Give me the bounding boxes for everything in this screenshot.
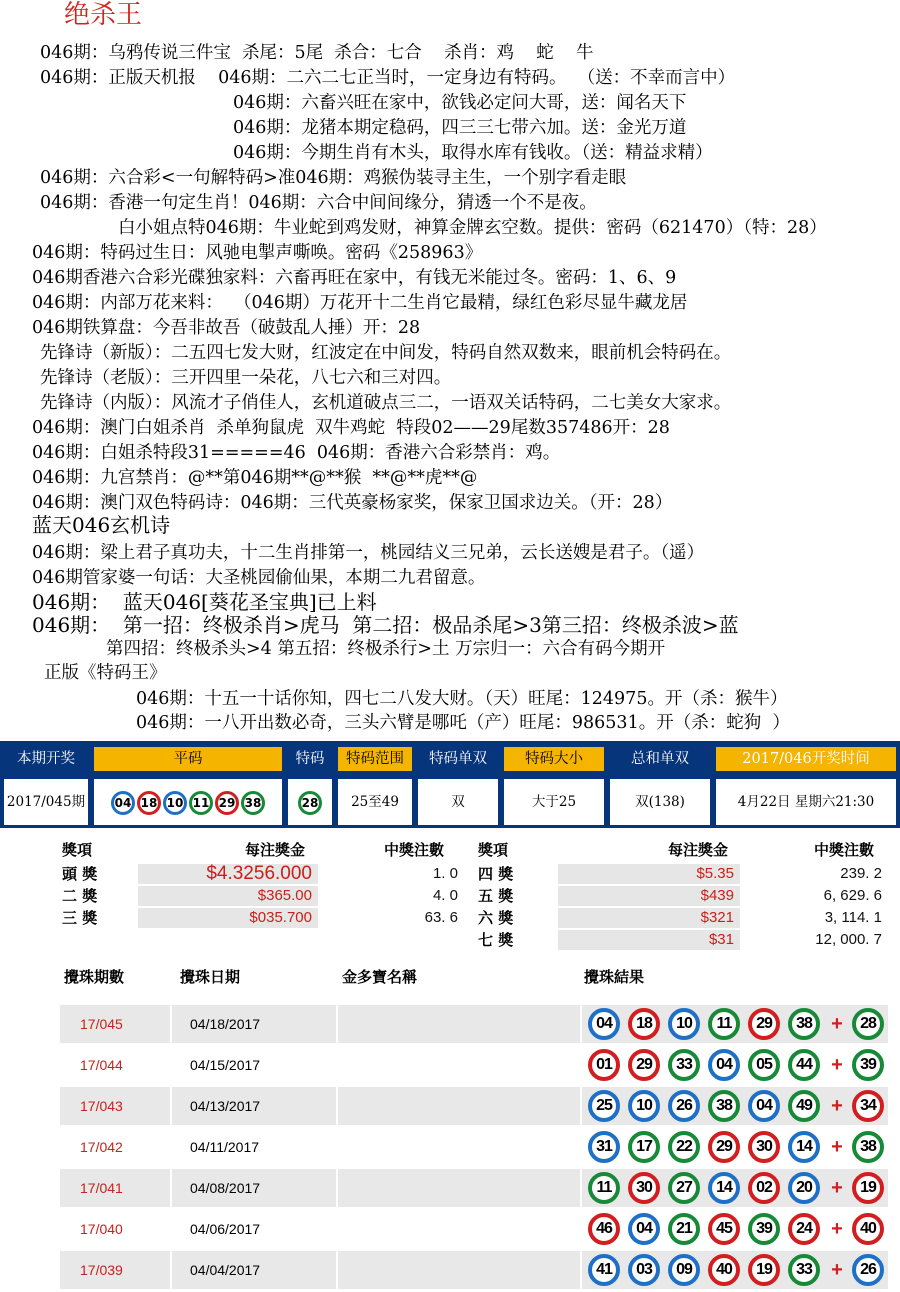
- prize-row: [0, 863, 900, 885]
- prize-count: 239. 2: [840, 865, 882, 882]
- text-line: 046期铁算盘：今吾非故吾（破鼓乱人捶）开：28: [32, 318, 421, 338]
- prize-header-amount-left: 每注獎金: [245, 841, 306, 859]
- prize-count: 63. 6: [424, 909, 458, 926]
- results-header-date: 攪珠日期: [180, 968, 241, 986]
- prize-count: 1. 0: [432, 865, 458, 882]
- draw-date-cell: 04/08/2017: [190, 1180, 261, 1196]
- column-divider: [336, 1087, 338, 1125]
- text-line: 先锋诗（老版）：三开四里一朵花，八七六和三对四。: [40, 368, 452, 388]
- number-ball: 14: [708, 1172, 740, 1204]
- prize-header-count-right: 中獎注數: [814, 841, 875, 859]
- prize-row: [0, 929, 900, 951]
- header-regular-numbers: 平码: [94, 747, 282, 771]
- number-ball: 11: [189, 791, 213, 815]
- plus-sign: +: [831, 1013, 843, 1035]
- header-current-draw: 本期开奖: [17, 751, 75, 767]
- prize-name: 五 獎: [478, 887, 514, 905]
- prize-name: 七 獎: [478, 931, 514, 949]
- column-divider: [170, 1210, 172, 1248]
- results-table: [0, 960, 900, 1292]
- column-divider: [336, 1251, 338, 1289]
- text-line: 046期：今期生肖有木头，取得水库有钱收。（送：精益求精）: [233, 143, 713, 163]
- draw-date-cell: 04/06/2017: [190, 1221, 261, 1237]
- draw-period-cell: 17/044: [80, 1057, 123, 1073]
- text-line: 046期： 蓝天046[葵花圣宝典]已上料: [32, 590, 377, 614]
- number-ball: 18: [137, 791, 161, 815]
- draw-header-row: [0, 741, 900, 775]
- prize-count: 3, 114. 1: [824, 909, 882, 926]
- draw-period-cell: 17/043: [80, 1098, 123, 1114]
- results-header-period: 攪珠期數: [64, 968, 125, 986]
- text-line: 先锋诗（内版）：风流才子俏佳人，玄机道破点三二，一语双关话特码，二七美女大家求。: [40, 393, 732, 413]
- draw-info-table: [0, 741, 900, 828]
- column-divider: [580, 1169, 582, 1207]
- number-ball: 29: [748, 1008, 780, 1040]
- plus-sign: +: [831, 1218, 843, 1240]
- prize-amount: $035.700: [249, 909, 312, 926]
- draw-date-cell: 04/04/2017: [190, 1262, 261, 1278]
- table-row: [60, 1087, 888, 1125]
- text-line: 046期：九宫禁肖：@**第046期**@**猴 **@**虎**@: [32, 468, 478, 488]
- number-ball: 05: [748, 1049, 780, 1081]
- special-ball: 28: [298, 791, 322, 815]
- text-line: 蓝天046玄机诗: [32, 513, 171, 537]
- prize-name: 頭 獎: [62, 865, 98, 883]
- special-range-value: 25至49: [338, 779, 412, 825]
- number-ball: 04: [588, 1008, 620, 1040]
- prize-amount: $31: [708, 931, 734, 948]
- column-divider: [170, 1046, 172, 1084]
- prize-row: [0, 907, 900, 929]
- special-ball: 39: [852, 1049, 884, 1081]
- text-line: 046期：内部万花来料： （046期）万花开十二生肖它最精，绿红色彩尽显牛藏龙居: [32, 293, 688, 313]
- text-line: 046期：一八开出数必奇，三头六臂是哪吒（产）旺尾：986531。开（杀：蛇狗 ）: [136, 713, 790, 733]
- prize-name: 三 獎: [62, 909, 98, 927]
- draw-date-cell: 04/11/2017: [190, 1139, 260, 1155]
- table-row: [60, 1128, 888, 1166]
- table-row: [60, 1005, 888, 1043]
- plus-sign: +: [831, 1259, 843, 1281]
- plus-sign: +: [831, 1095, 843, 1117]
- regular-number-balls: [94, 779, 282, 825]
- special-number-ball: [288, 779, 332, 825]
- number-ball: 24: [788, 1213, 820, 1245]
- plus-sign: +: [831, 1054, 843, 1076]
- text-line: 046期：澳门双色特码诗：046期：三代英豪杨家奖，保家卫国求边关。（开：28）: [32, 493, 673, 513]
- special-odd-even-value: 双: [418, 779, 498, 825]
- header-special-number: 特码: [295, 751, 325, 767]
- number-ball: 22: [668, 1131, 700, 1163]
- column-divider: [170, 1169, 172, 1207]
- text-line: 046期管家婆一句话：大圣桃园偷仙果，本期二九君留意。: [32, 568, 486, 588]
- text-line: 046期：香港一句定生肖！046期：六合中间间缘分，猜透一个不是夜。: [40, 193, 597, 213]
- number-ball: 20: [788, 1172, 820, 1204]
- number-ball: 26: [668, 1090, 700, 1122]
- prize-header-item-right: 獎項: [478, 841, 509, 859]
- number-ball: 38: [241, 791, 265, 815]
- special-size-value: 大于25: [504, 779, 604, 825]
- number-ball: 14: [788, 1131, 820, 1163]
- draw-period-cell: 17/045: [80, 1016, 123, 1032]
- results-header-jackpot: 金多寶名稱: [342, 968, 418, 986]
- plus-sign: +: [831, 1136, 843, 1158]
- column-divider: [580, 1128, 582, 1166]
- text-line: 046期：白姐杀特段31=====46 046期：香港六合彩禁肖：鸡。: [32, 443, 561, 463]
- column-divider: [580, 1210, 582, 1248]
- number-ball: 33: [668, 1049, 700, 1081]
- text-line: 046期： 第一招：终极杀肖>虎马 第二招：极品杀尾>3第三招：终极杀波>蓝: [32, 613, 739, 637]
- text-line: 正版《特码王》: [44, 663, 167, 683]
- draw-period-cell: 17/042: [80, 1139, 123, 1155]
- special-ball: 34: [852, 1090, 884, 1122]
- header-special-size: 特码大小: [504, 747, 604, 771]
- draw-data-row: [0, 775, 900, 828]
- number-ball: 46: [588, 1213, 620, 1245]
- table-row: [60, 1210, 888, 1248]
- number-ball: 09: [668, 1254, 700, 1286]
- number-ball: 10: [163, 791, 187, 815]
- plus-sign: +: [831, 1177, 843, 1199]
- header-special-range: 特码范围: [338, 747, 412, 771]
- draw-period-cell: 17/040: [80, 1221, 123, 1237]
- prize-amount: $439: [700, 887, 734, 904]
- prize-amount: $365.00: [257, 887, 312, 904]
- header-next-draw-time: 2017/046开奖时间: [716, 747, 896, 771]
- number-ball: 17: [628, 1131, 660, 1163]
- number-ball: 31: [588, 1131, 620, 1163]
- text-line: 046期香港六合彩光碟独家料：六畜再旺在家中，有钱无米能过冬。密码：1、6、9: [32, 268, 677, 288]
- number-ball: 04: [111, 791, 135, 815]
- number-ball: 30: [628, 1172, 660, 1204]
- prize-header-amount-right: 每注獎金: [668, 841, 729, 859]
- prize-count: 6, 629. 6: [823, 887, 882, 904]
- prize-amount: $4.3256.000: [206, 863, 312, 884]
- header-sum-odd-even: 总和单双: [631, 751, 689, 767]
- text-line: 046期：十五一十话你知，四七二八发大财。（天）旺尾：124975。开（杀：猴牛）: [136, 689, 788, 709]
- draw-period-cell: 17/039: [80, 1262, 123, 1278]
- number-ball: 04: [708, 1049, 740, 1081]
- text-line: 白小姐点特046期：牛业蛇到鸡发财，神算金牌玄空数。提供：密码（621470）（特：28）: [118, 218, 827, 238]
- results-header-result: 攪珠結果: [584, 968, 645, 986]
- number-ball: 21: [668, 1213, 700, 1245]
- text-line: 046期：乌鸦传说三件宝 杀尾：5尾 杀合：七合 杀肖：鸡 蛇 牛: [40, 43, 594, 63]
- column-divider: [580, 1046, 582, 1084]
- special-ball: 38: [852, 1131, 884, 1163]
- number-ball: 04: [748, 1090, 780, 1122]
- page-title: 绝杀王: [64, 0, 143, 30]
- special-ball: 40: [852, 1213, 884, 1245]
- column-divider: [580, 1087, 582, 1125]
- next-draw-time-value: 4月22日 星期六21:30: [716, 779, 896, 825]
- text-line: 046期：六合彩<一句解特码>准046期：鸡猴伪装寻主生，一个别字看走眼: [40, 168, 627, 188]
- special-ball: 28: [852, 1008, 884, 1040]
- text-line: 046期：正版天机报 046期：二六二七正当时，一定身边有特码。 （送：不幸而言中）: [40, 68, 736, 88]
- number-ball: 10: [628, 1090, 660, 1122]
- number-ball: 33: [788, 1254, 820, 1286]
- text-line: 046期：六畜兴旺在家中，欲钱必定问大哥，送：闻名天下: [233, 93, 687, 113]
- column-divider: [170, 1087, 172, 1125]
- prize-name: 二 獎: [62, 887, 98, 905]
- column-divider: [580, 1005, 582, 1043]
- draw-period-cell: 17/041: [80, 1180, 123, 1196]
- number-ball: 39: [748, 1213, 780, 1245]
- number-ball: 49: [788, 1090, 820, 1122]
- number-ball: 11: [708, 1008, 740, 1040]
- number-ball: 03: [628, 1254, 660, 1286]
- number-ball: 27: [668, 1172, 700, 1204]
- number-ball: 29: [215, 791, 239, 815]
- number-ball: 18: [628, 1008, 660, 1040]
- special-ball: 19: [852, 1172, 884, 1204]
- number-ball: 38: [708, 1090, 740, 1122]
- number-ball: 44: [788, 1049, 820, 1081]
- table-row: [60, 1169, 888, 1207]
- prize-amount: $321: [700, 909, 734, 926]
- prize-name: 四 獎: [478, 865, 514, 883]
- special-ball: 26: [852, 1254, 884, 1286]
- prize-header-item-left: 獎項: [62, 841, 93, 859]
- draw-date-cell: 04/13/2017: [190, 1098, 261, 1114]
- prize-name: 六 獎: [478, 909, 514, 927]
- prize-header-count-left: 中獎注數: [384, 841, 445, 859]
- number-ball: 01: [588, 1049, 620, 1081]
- header-special-odd-even: 特码单双: [429, 751, 487, 767]
- table-row: [60, 1046, 888, 1084]
- number-ball: 38: [788, 1008, 820, 1040]
- text-line: 046期：梁上君子真功夫，十二生肖排第一，桃园结义三兄弟，云长送嫂是君子。（遥）: [32, 543, 705, 563]
- text-line: 046期：特码过生日：风驰电掣声嘶唤。密码《258963》: [32, 243, 483, 263]
- column-divider: [336, 1169, 338, 1207]
- text-line: 046期：澳门白姐杀肖 杀单狗鼠虎 双牛鸡蛇 特段02——29尾数357486开：28: [32, 418, 670, 438]
- number-ball: 29: [628, 1049, 660, 1081]
- column-divider: [170, 1128, 172, 1166]
- column-divider: [336, 1128, 338, 1166]
- number-ball: 04: [628, 1213, 660, 1245]
- number-ball: 19: [748, 1254, 780, 1286]
- number-ball: 11: [588, 1172, 620, 1204]
- number-ball: 45: [708, 1213, 740, 1245]
- text-line: 046期：龙猪本期定稳码，四三三七带六加。送：金光万道: [233, 118, 687, 138]
- text-line: 第四招：终极杀头>4 第五招：终极杀行>土 万宗归一：六合有码今期开: [106, 639, 666, 659]
- number-ball: 41: [588, 1254, 620, 1286]
- column-divider: [580, 1251, 582, 1289]
- sum-odd-even-value: 双(138): [610, 779, 710, 825]
- prize-amount: $5.35: [696, 865, 734, 882]
- prize-table: [0, 835, 900, 960]
- number-ball: 25: [588, 1090, 620, 1122]
- text-line: 先锋诗（新版）：二五四七发大财，红波定在中间发，特码自然双数来，眼前机会特码在。: [40, 343, 732, 363]
- prize-row: [0, 885, 900, 907]
- draw-date-cell: 04/18/2017: [190, 1016, 261, 1032]
- number-ball: 02: [748, 1172, 780, 1204]
- column-divider: [336, 1210, 338, 1248]
- draw-date-cell: 04/15/2017: [190, 1057, 261, 1073]
- column-divider: [336, 1005, 338, 1043]
- number-ball: 40: [708, 1254, 740, 1286]
- table-row: [60, 1251, 888, 1289]
- column-divider: [170, 1005, 172, 1043]
- column-divider: [170, 1251, 172, 1289]
- prize-count: 4. 0: [432, 887, 458, 904]
- number-ball: 30: [748, 1131, 780, 1163]
- number-ball: 29: [708, 1131, 740, 1163]
- column-divider: [336, 1046, 338, 1084]
- number-ball: 10: [668, 1008, 700, 1040]
- prize-count: 12, 000. 7: [815, 931, 882, 948]
- draw-period: 2017/045期: [4, 779, 88, 825]
